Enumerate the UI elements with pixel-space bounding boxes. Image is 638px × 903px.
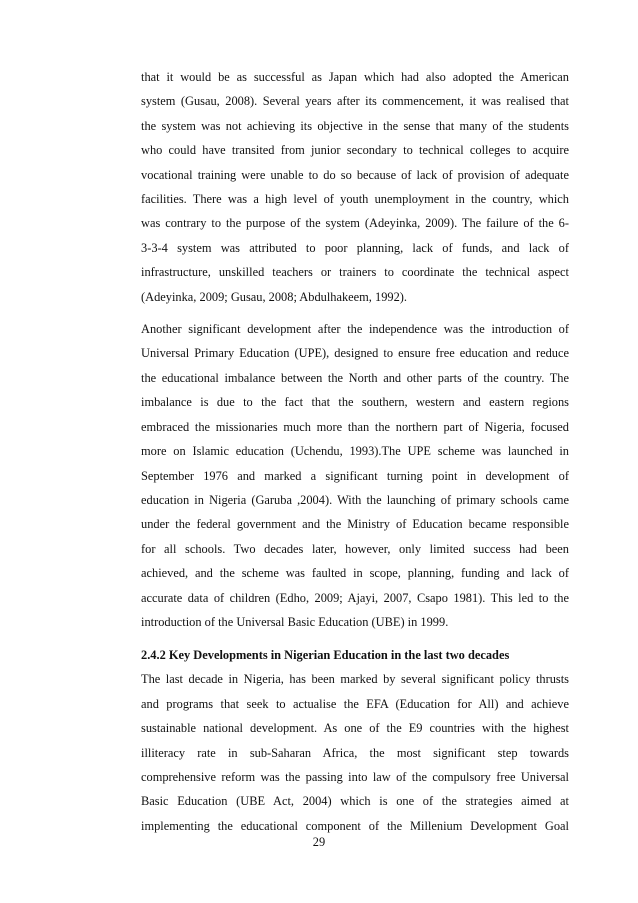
text-line: and programs that seek to actualise the EFA (Education for All) and achieve [141,696,569,711]
text-line: Another significant development after the independence was the introduction of [141,322,569,337]
paragraph-gusau-adeyinka [141,65,569,309]
text-line: illiteracy rate in sub-Saharan Africa, the most significant step towards [141,745,569,760]
text-line: introduction of the Universal Basic Education (UBE) in 1999. [141,614,449,629]
text-line: embraced the missionaries much more than the northern part of Nigeria, focused [141,419,569,434]
text-line: imbalance is due to the fact that the southern, western and eastern regions [141,395,569,410]
text-line: that it would be as successful as Japan which had also adopted the American [141,70,569,84]
text-line: Basic Education (UBE Act, 2004) which is one of the strategies aimed at [141,794,569,809]
text-line: sustainable national development. As one of the E9 countries with the highest [141,721,569,736]
text-line: comprehensive reform was the passing into law of the compulsory free Universal [141,769,569,784]
section-heading: 2.4.2 Key Developments in Nigerian Education in the last two decades [141,648,510,663]
text-line: September 1976 and marked a significant turning point in development of [141,468,569,483]
text-line: facilities. There was a high level of youth unemployment in the country, which [141,192,569,207]
text-line: implementing the educational component of the Millenium Development Goal [141,818,569,833]
page-number: 29 [312,835,326,849]
text-line: for all schools. Two decades later, however, only limited success had been [141,541,569,556]
text-line: accurate data of children (Edho, 2009; Ajayi, 2007, Csapo 1981). This led to the [141,590,569,605]
text-line: infrastructure, unskilled teachers or trainers to coordinate the technical aspect [141,265,569,280]
text-line: vocational training were unable to do so because of lack of provision of adequate [141,167,569,182]
text-line: under the federal government and the Ministry of Education became responsible [141,517,569,532]
text-line: who could have transited from junior secondary to technical colleges to acquire [141,143,569,158]
paragraph-efa [141,667,569,838]
text-line: achieved, and the scheme was faulted in scope, planning, funding and lack of [141,566,569,581]
text-line: the system was not achieving its objective in the sense that many of the students [141,118,569,133]
text-line: system (Gusau, 2008). Several years after its commencement, it was realised that [141,94,569,109]
text-line: (Adeyinka, 2009; Gusau, 2008; Abdulhakeem, 1992). [141,289,408,304]
text-line: education in Nigeria (Garuba ,2004). With the launching of primary schools came [141,492,569,507]
text-line: more on Islamic education (Uchendu, 1993).The UPE scheme was launched in [141,444,569,459]
text-line: was contrary to the purpose of the system (Adeyinka, 2009). The failure of the 6- [141,216,569,231]
text-line: The last decade in Nigeria, has been marked by several significant policy thrusts [141,672,569,687]
text-line: the educational imbalance between the North and other parts of the country. The [141,370,569,385]
text-line: 3-3-4 system was attributed to poor planning, lack of funds, and lack of [141,240,569,255]
page-body [141,65,569,838]
paragraph-upe [141,317,569,634]
text-line: Universal Primary Education (UPE), designed to ensure free education and reduce [141,346,569,361]
